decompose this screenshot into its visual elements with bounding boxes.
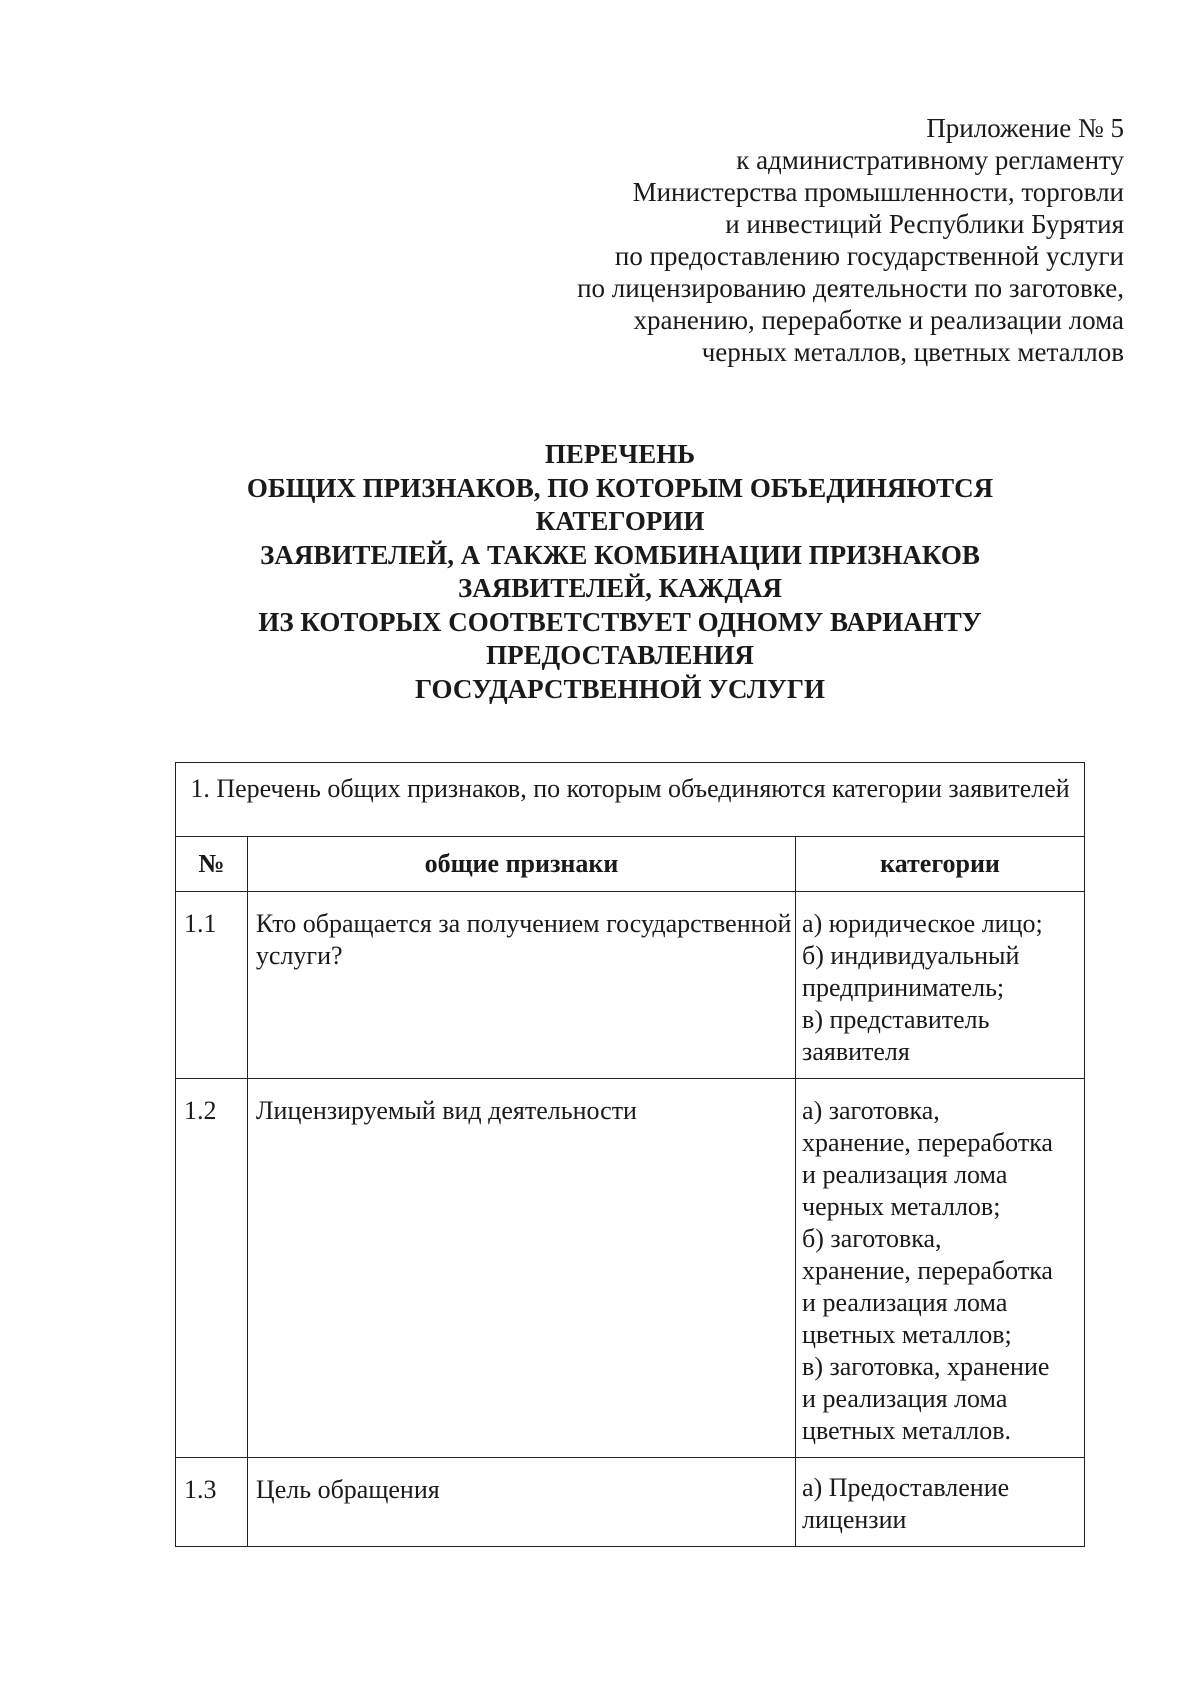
row-categories [796, 1458, 1085, 1547]
row-categories [796, 892, 1085, 1079]
table-row [176, 1458, 1085, 1547]
header-number: № [176, 837, 248, 892]
appendix-line: Министерства промышленности, торговли [632, 177, 1124, 207]
title-line: ЗАЯВИТЕЛЕЙ, КАЖДАЯ [458, 573, 782, 603]
appendix-line: к административному регламенту [736, 145, 1124, 175]
row-number: 1.3 [176, 1458, 248, 1547]
title-line: ПЕРЕЧЕНЬ [544, 439, 696, 469]
category-line: хранение, переработка [802, 1256, 1053, 1285]
appendix-header [424, 112, 1124, 368]
appendix-line: Приложение № 5 [926, 113, 1124, 143]
row-number: 1.2 [176, 1079, 248, 1458]
category-line: в) заготовка, хранение [802, 1352, 1050, 1381]
category-line: в) представитель [802, 1005, 990, 1034]
appendix-line: хранению, переработке и реализации лома [633, 305, 1124, 335]
appendix-line: по предоставлению государственной услуги [614, 241, 1124, 271]
row-feature: Цель обращения [247, 1458, 795, 1547]
category-line: цветных металлов; [802, 1320, 1012, 1349]
table-caption: 1. Перечень общих признаков, по которым объединяются категории заявителей [176, 763, 1085, 837]
category-line: цветных металлов. [802, 1416, 1012, 1445]
appendix-line: и инвестиций Республики Бурятия [725, 209, 1124, 239]
category-line: лицензии [802, 1505, 907, 1534]
title-line: ИЗ КОТОРЫХ СООТВЕТСТВУЕТ ОДНОМУ ВАРИАНТУ [258, 606, 982, 637]
row-number: 1.1 [176, 892, 248, 1079]
row-categories [796, 1079, 1085, 1458]
row-feature: Кто обращается за получением государственной услуги? [247, 892, 795, 1079]
header-features: общие признаки [247, 837, 795, 892]
header-categories: категории [796, 837, 1085, 892]
category-line: а) Предоставление [802, 1473, 1010, 1502]
category-line: черных металлов; [802, 1192, 1001, 1221]
category-line: и реализация лома [802, 1288, 1008, 1317]
table-row [176, 1079, 1085, 1458]
category-line: б) заготовка, [802, 1224, 942, 1253]
table-row [176, 892, 1085, 1079]
category-line: хранение, переработка [802, 1128, 1053, 1157]
appendix-line: по лицензированию деятельности по заготовке, [577, 273, 1124, 303]
title-line: ОБЩИХ ПРИЗНАКОВ, ПО КОТОРЫМ ОБЪЕДИНЯЮТСЯ [246, 472, 994, 503]
category-line: б) индивидуальный [802, 941, 1020, 970]
category-line: и реализация лома [802, 1384, 1008, 1413]
title-line: КАТЕГОРИИ [535, 506, 705, 536]
table-caption-row [176, 763, 1085, 837]
title-line: ГОСУДАРСТВЕННОЙ УСЛУГИ [415, 673, 825, 704]
category-line: заявителя [802, 1037, 910, 1066]
appendix-line: черных металлов, цветных металлов [701, 337, 1124, 367]
category-line: а) юридическое лицо; [802, 909, 1043, 938]
table-header-row [176, 837, 1085, 892]
category-line: и реализация лома [802, 1160, 1008, 1189]
title-line: ЗАЯВИТЕЛЕЙ, А ТАКЖЕ КОМБИНАЦИИ ПРИЗНАКОВ [260, 539, 980, 570]
category-line: предприниматель; [802, 973, 1005, 1002]
category-line: а) заготовка, [802, 1096, 940, 1125]
document-title [180, 438, 1060, 706]
row-feature: Лицензируемый вид деятельности [247, 1079, 795, 1458]
criteria-table [175, 762, 1085, 1547]
title-line: ПРЕДОСТАВЛЕНИЯ [486, 640, 754, 670]
